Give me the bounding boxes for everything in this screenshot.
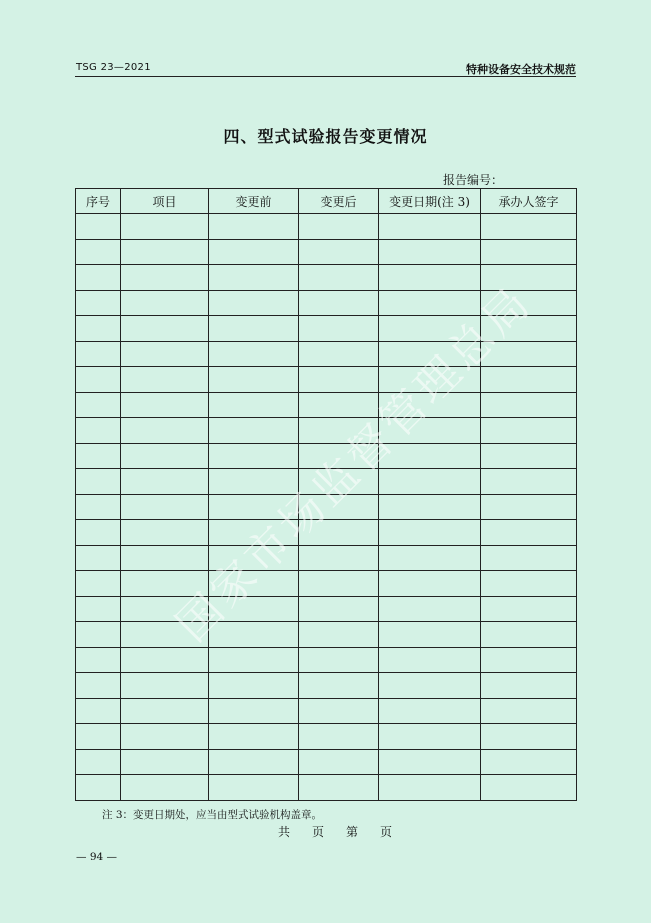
table-cell (481, 622, 577, 648)
table-cell (481, 698, 577, 724)
table-row (76, 724, 577, 750)
table-row (76, 316, 577, 342)
table-cell (299, 647, 379, 673)
table-cell (379, 749, 481, 775)
table-cell (76, 239, 121, 265)
table-cell (481, 367, 577, 393)
table-cell (121, 647, 209, 673)
table-row (76, 469, 577, 495)
table-cell (379, 622, 481, 648)
section-title: 四、型式试验报告变更情况 (223, 127, 428, 146)
table-cell (76, 571, 121, 597)
table-row (76, 341, 577, 367)
table-cell (209, 545, 299, 571)
table-row (76, 290, 577, 316)
table-cell (379, 698, 481, 724)
table-cell (481, 418, 577, 444)
table-cell (76, 367, 121, 393)
table-cell (481, 239, 577, 265)
table-cell (481, 494, 577, 520)
table-cell (121, 775, 209, 801)
column-header-signature: 承办人签字 (481, 189, 577, 214)
total-pages-unit: 页 (312, 825, 325, 839)
table-cell (379, 520, 481, 546)
total-pages-label: 共 (278, 825, 291, 839)
table-cell (209, 316, 299, 342)
table-cell (76, 622, 121, 648)
table-cell (121, 316, 209, 342)
table-cell (379, 367, 481, 393)
table-cell (121, 443, 209, 469)
table-cell (209, 520, 299, 546)
table-body (76, 214, 577, 801)
table-cell (379, 571, 481, 597)
change-record-table (75, 188, 577, 801)
table-cell (209, 214, 299, 240)
table-cell (76, 265, 121, 291)
column-header-after: 变更后 (299, 189, 379, 214)
table-cell (209, 418, 299, 444)
table-cell (209, 647, 299, 673)
table-cell (299, 545, 379, 571)
table-cell (481, 673, 577, 699)
table-cell (76, 673, 121, 699)
table-cell (209, 341, 299, 367)
table-cell (76, 418, 121, 444)
table-cell (76, 443, 121, 469)
table-cell (481, 596, 577, 622)
table-cell (209, 494, 299, 520)
table-cell (299, 571, 379, 597)
table-cell (481, 545, 577, 571)
table-row (76, 647, 577, 673)
table-cell (121, 290, 209, 316)
table-cell (481, 290, 577, 316)
table-cell (379, 316, 481, 342)
table-cell (379, 494, 481, 520)
table-row (76, 622, 577, 648)
header-standard-code: TSG 23—2021 (76, 62, 151, 73)
table-cell (299, 290, 379, 316)
table-cell (121, 367, 209, 393)
table-cell (379, 290, 481, 316)
table-cell (76, 647, 121, 673)
table-cell (76, 316, 121, 342)
header-category: 特种设备安全技术规范 (466, 63, 576, 76)
current-page-label: 第 (346, 825, 359, 839)
table-cell (299, 341, 379, 367)
table-cell (76, 290, 121, 316)
table-row (76, 698, 577, 724)
table-header-row (76, 189, 577, 214)
table-cell (481, 647, 577, 673)
table-cell (481, 341, 577, 367)
table-cell (299, 392, 379, 418)
table-cell (209, 596, 299, 622)
table-cell (481, 571, 577, 597)
table-cell (481, 749, 577, 775)
table-cell (121, 265, 209, 291)
table-cell (481, 316, 577, 342)
table-cell (76, 698, 121, 724)
table-row (76, 673, 577, 699)
table-cell (121, 622, 209, 648)
table-cell (299, 724, 379, 750)
table-cell (299, 367, 379, 393)
table-row (76, 214, 577, 240)
watermark: 国家市场监督管理总局 (166, 276, 543, 652)
table-cell (379, 469, 481, 495)
table-cell (76, 494, 121, 520)
header-rule (75, 76, 576, 77)
table-cell (299, 775, 379, 801)
table-cell (76, 341, 121, 367)
table-cell (121, 494, 209, 520)
column-header-item: 项目 (121, 189, 209, 214)
table-cell (209, 749, 299, 775)
table-cell (121, 469, 209, 495)
table-cell (121, 698, 209, 724)
table-cell (76, 775, 121, 801)
table-cell (481, 775, 577, 801)
page-number: — 94 — (76, 851, 118, 863)
table-cell (481, 469, 577, 495)
table-cell (121, 392, 209, 418)
table-cell (379, 392, 481, 418)
table-cell (299, 622, 379, 648)
table-cell (209, 775, 299, 801)
table-cell (299, 469, 379, 495)
table-cell (209, 265, 299, 291)
table-cell (76, 596, 121, 622)
table-cell (209, 443, 299, 469)
table-cell (121, 520, 209, 546)
table-cell (299, 316, 379, 342)
table-cell (379, 265, 481, 291)
table-cell (299, 214, 379, 240)
table-cell (299, 596, 379, 622)
table-row (76, 775, 577, 801)
table-cell (76, 520, 121, 546)
table-cell (481, 214, 577, 240)
page-count-line (278, 823, 414, 840)
table-cell (299, 520, 379, 546)
table-cell (299, 698, 379, 724)
table-row (76, 749, 577, 775)
table-cell (121, 418, 209, 444)
change-record-table-container (75, 188, 576, 801)
table-cell (379, 596, 481, 622)
table-cell (379, 647, 481, 673)
table-cell (76, 392, 121, 418)
table-cell (121, 341, 209, 367)
column-header-before: 变更前 (209, 189, 299, 214)
table-cell (299, 673, 379, 699)
table-cell (121, 673, 209, 699)
table-cell (379, 341, 481, 367)
table-cell (299, 418, 379, 444)
table-cell (76, 545, 121, 571)
table-cell (209, 571, 299, 597)
table-cell (121, 239, 209, 265)
table-cell (76, 749, 121, 775)
column-header-serial: 序号 (76, 189, 121, 214)
table-cell (379, 443, 481, 469)
table-row (76, 443, 577, 469)
table-cell (379, 775, 481, 801)
table-cell (121, 724, 209, 750)
table-cell (121, 596, 209, 622)
table-cell (209, 239, 299, 265)
table-row (76, 545, 577, 571)
table-cell (76, 469, 121, 495)
table-cell (481, 392, 577, 418)
table-cell (209, 290, 299, 316)
table-row (76, 494, 577, 520)
table-cell (209, 367, 299, 393)
table-row (76, 265, 577, 291)
table-cell (379, 545, 481, 571)
table-cell (299, 239, 379, 265)
table-cell (209, 622, 299, 648)
table-cell (481, 443, 577, 469)
table-row (76, 571, 577, 597)
table-row (76, 239, 577, 265)
table-cell (299, 494, 379, 520)
table-cell (76, 724, 121, 750)
current-page-unit: 页 (380, 825, 393, 839)
table-cell (209, 673, 299, 699)
table-cell (209, 392, 299, 418)
table-cell (209, 469, 299, 495)
table-cell (209, 698, 299, 724)
table-cell (299, 749, 379, 775)
column-header-change-date: 变更日期(注 3) (379, 189, 481, 214)
table-row (76, 392, 577, 418)
table-cell (121, 214, 209, 240)
table-row (76, 367, 577, 393)
table-row (76, 596, 577, 622)
report-number-label: 报告编号： (443, 173, 504, 187)
table-cell (379, 239, 481, 265)
table-cell (379, 418, 481, 444)
table-cell (209, 724, 299, 750)
table-cell (481, 265, 577, 291)
footnote: 注 3：变更日期处，应当由型式试验机构盖章。 (102, 809, 323, 821)
table-cell (121, 749, 209, 775)
table-cell (379, 724, 481, 750)
table-cell (121, 571, 209, 597)
table-row (76, 418, 577, 444)
table-cell (379, 673, 481, 699)
table-cell (299, 443, 379, 469)
table-cell (299, 265, 379, 291)
table-cell (379, 214, 481, 240)
table-cell (481, 724, 577, 750)
table-row (76, 520, 577, 546)
table-cell (121, 545, 209, 571)
table-cell (481, 520, 577, 546)
table-cell (76, 214, 121, 240)
